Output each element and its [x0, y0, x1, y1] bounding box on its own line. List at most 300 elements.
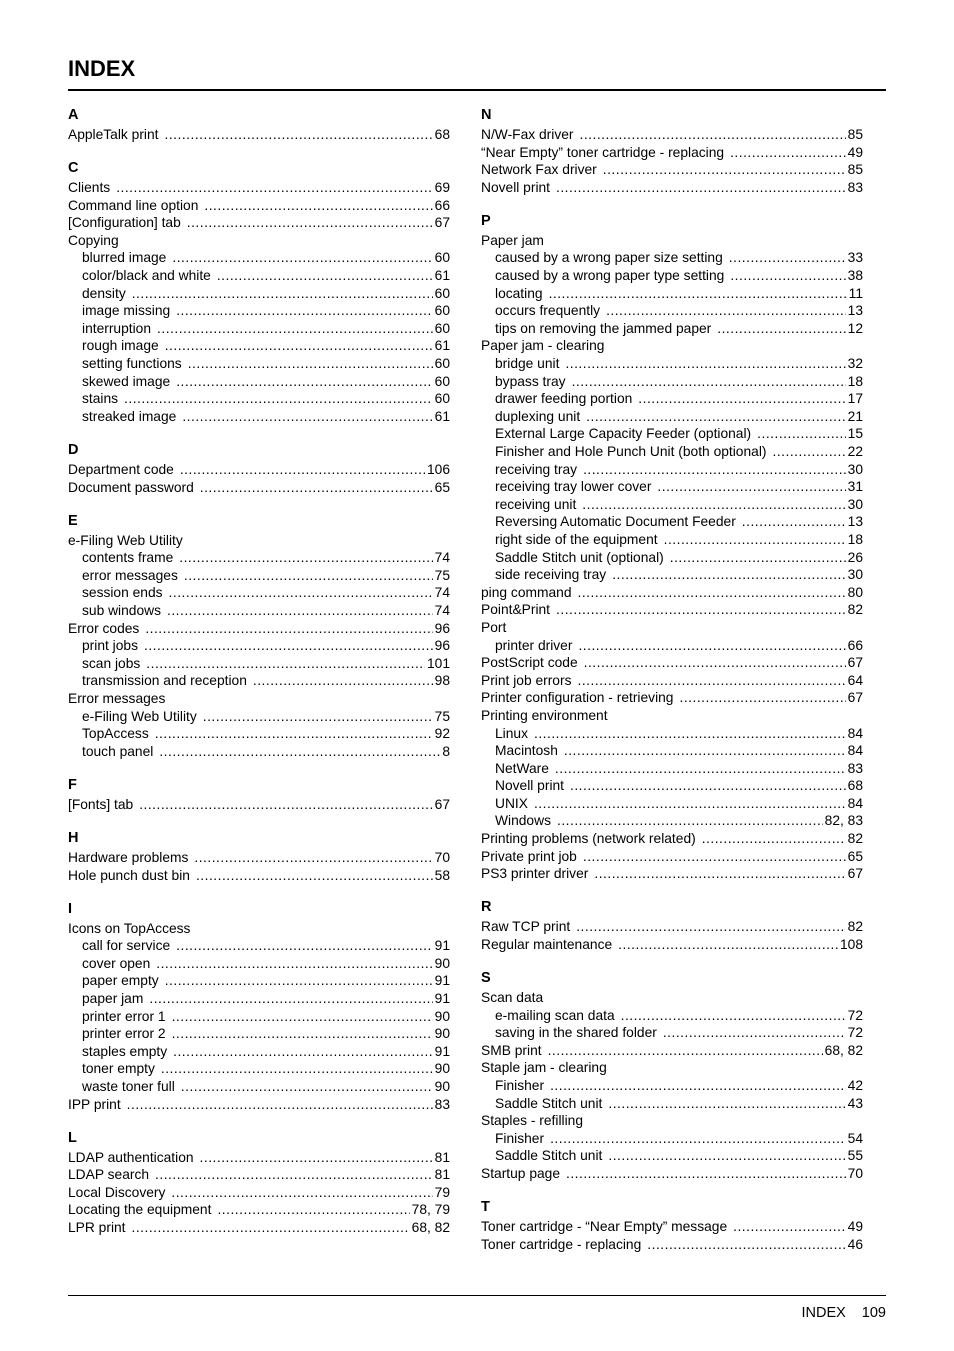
dot-leader	[742, 513, 846, 531]
entry-label: density	[82, 285, 126, 301]
entry-pages[interactable]: 22	[847, 444, 863, 459]
entry-label: cover open	[82, 955, 151, 971]
dot-leader	[155, 1166, 433, 1184]
index-column-right	[481, 104, 863, 1267]
entry-pages[interactable]: 91	[434, 1043, 450, 1059]
index-subentry	[68, 408, 450, 426]
index-entry	[481, 707, 863, 725]
index-subentry	[481, 1095, 863, 1113]
entry-pages[interactable]: 81	[434, 1149, 450, 1165]
entry-pages[interactable]: 68	[847, 778, 863, 794]
dot-leader	[773, 443, 846, 461]
dot-leader	[582, 496, 845, 514]
entry-pages[interactable]: 85	[847, 162, 863, 178]
entry-label: Saddle Stitch unit	[495, 1148, 603, 1164]
index-entry	[68, 1149, 450, 1167]
index-subentry	[68, 337, 450, 355]
entry-label: toner empty	[82, 1061, 155, 1077]
entry-pages[interactable]: 38	[847, 268, 863, 284]
entry-label: e-Filing Web Utility	[68, 532, 183, 548]
entry-label: Icons on TopAccess	[68, 920, 191, 936]
entry-pages[interactable]: 46	[847, 1236, 863, 1252]
entry-pages[interactable]: 74	[434, 550, 450, 566]
dot-leader	[172, 249, 432, 267]
entry-label: stains	[82, 391, 119, 407]
dot-leader	[204, 197, 432, 215]
entry-label: color/black and white	[82, 268, 211, 284]
dot-leader	[188, 355, 433, 373]
entry-label: Reversing Automatic Document Feeder	[495, 514, 736, 530]
entry-pages[interactable]: 75	[434, 567, 450, 583]
entry-pages[interactable]: 64	[847, 672, 863, 688]
entry-label: side receiving tray	[495, 567, 607, 583]
entry-pages[interactable]: 90	[434, 1061, 450, 1077]
entry-pages[interactable]: 30	[847, 496, 863, 512]
entry-pages[interactable]: 82	[847, 831, 863, 847]
entry-label: Private print job	[481, 848, 577, 864]
entry-pages[interactable]: 82	[847, 602, 863, 618]
entry-label: IPP print	[68, 1096, 121, 1112]
section-letter: N	[481, 107, 492, 123]
entry-label: LPR print	[68, 1220, 126, 1235]
section-letter: C	[68, 160, 79, 177]
entry-label: rough image	[82, 338, 159, 354]
entry-pages[interactable]: 15	[847, 426, 863, 442]
dot-leader	[159, 743, 440, 761]
index-entry	[68, 232, 450, 250]
index-subentry	[481, 531, 863, 549]
entry-label: receiving tray lower cover	[495, 479, 652, 495]
entry-pages[interactable]: 81	[434, 1167, 450, 1183]
index-subentry	[481, 549, 863, 567]
entry-label: Printing problems (network related)	[481, 831, 696, 847]
index-subentry	[481, 777, 863, 795]
entry-label: [Fonts] tab	[68, 796, 134, 812]
entry-pages[interactable]: 18	[847, 531, 863, 547]
index-subentry	[481, 760, 863, 778]
dot-leader	[550, 1077, 846, 1095]
entry-pages[interactable]: 26	[847, 549, 863, 565]
entry-pages[interactable]: 108	[839, 936, 863, 952]
entry-pages[interactable]: 70	[847, 1165, 863, 1181]
entry-pages[interactable]: 55	[847, 1148, 863, 1164]
entry-pages[interactable]: 84	[847, 725, 863, 741]
entry-label: Paper jam - clearing	[481, 338, 605, 354]
dot-leader	[144, 637, 433, 655]
entry-pages[interactable]: 8	[442, 743, 450, 759]
entry-pages[interactable]: 72	[847, 1025, 863, 1041]
dot-leader	[733, 1218, 846, 1236]
entry-pages[interactable]: 91	[434, 990, 450, 1006]
entry-label: TopAccess	[82, 726, 149, 742]
entry-label: Document password	[68, 479, 194, 495]
entry-label: e-mailing scan data	[495, 1007, 615, 1023]
entry-pages[interactable]: 69	[434, 180, 450, 196]
entry-pages[interactable]: 91	[434, 938, 450, 954]
dot-leader	[167, 602, 433, 620]
entry-pages[interactable]: 21	[847, 408, 863, 424]
entry-pages[interactable]: 60	[434, 356, 450, 372]
entry-label: contents frame	[82, 550, 174, 566]
dot-leader	[176, 302, 432, 320]
index-entry	[481, 601, 863, 619]
entry-pages[interactable]: 82, 83	[824, 813, 863, 829]
entry-label: paper empty	[82, 973, 159, 989]
entry-label: printer error 1	[82, 1008, 166, 1024]
entry-label: Local Discovery	[68, 1184, 166, 1200]
dot-leader	[203, 708, 433, 726]
entry-pages[interactable]: 32	[847, 356, 863, 372]
index-subentry	[481, 461, 863, 479]
index-section	[481, 104, 863, 196]
index-subentry	[481, 1024, 863, 1042]
dot-leader	[156, 955, 432, 973]
entry-pages[interactable]: 43	[847, 1095, 863, 1111]
entry-pages[interactable]: 61	[434, 408, 450, 424]
entry-label: interruption	[82, 320, 152, 336]
entry-pages[interactable]: 91	[434, 973, 450, 989]
entry-pages[interactable]: 90	[434, 1026, 450, 1042]
entry-pages[interactable]: 12	[847, 320, 863, 336]
entry-label: Saddle Stitch unit (optional)	[495, 549, 664, 565]
dot-leader	[165, 337, 433, 355]
entry-label: caused by a wrong paper size setting	[495, 250, 723, 266]
entry-pages[interactable]: 75	[434, 708, 450, 724]
index-subentry	[481, 513, 863, 531]
entry-pages[interactable]: 67	[847, 655, 863, 671]
dot-leader	[578, 584, 846, 602]
entry-pages[interactable]: 67	[847, 866, 863, 882]
entry-label: Print job errors	[481, 672, 572, 688]
dot-leader	[730, 144, 846, 162]
entry-pages[interactable]: 60	[434, 391, 450, 407]
dot-leader	[730, 267, 845, 285]
entry-pages[interactable]: 13	[847, 514, 863, 530]
index-subentry	[481, 355, 863, 373]
dot-leader	[182, 408, 432, 426]
entry-pages[interactable]: 60	[434, 250, 450, 266]
index-subentry	[68, 390, 450, 408]
index-subentry	[68, 567, 450, 585]
dot-leader	[172, 1025, 433, 1043]
entry-pages[interactable]: 60	[434, 320, 450, 336]
entry-pages[interactable]: 80	[847, 584, 863, 600]
index-subentry	[481, 566, 863, 584]
dot-leader	[132, 1219, 410, 1237]
entry-pages[interactable]: 101	[426, 655, 450, 671]
dot-leader	[176, 937, 432, 955]
entry-pages[interactable]: 33	[847, 250, 863, 266]
dot-leader	[586, 408, 845, 426]
section-letter: H	[68, 829, 79, 846]
entry-label: duplexing unit	[495, 408, 581, 424]
entry-label: sub windows	[82, 602, 161, 618]
entry-pages[interactable]: 65	[434, 479, 450, 495]
index-subentry	[68, 373, 450, 391]
section-letter: S	[481, 970, 491, 987]
index-section	[68, 439, 450, 496]
dot-leader	[702, 830, 846, 848]
index-subentry	[68, 955, 450, 973]
index-entry	[68, 126, 450, 144]
dot-leader	[132, 285, 433, 303]
entry-pages[interactable]: 66	[434, 197, 450, 213]
dot-leader	[570, 777, 846, 795]
index-entry	[68, 532, 450, 550]
dot-leader	[534, 725, 846, 743]
entry-pages[interactable]: 74	[434, 602, 450, 618]
index-subentry	[481, 742, 863, 760]
entry-pages[interactable]: 31	[847, 479, 863, 495]
entry-label: streaked image	[82, 408, 177, 424]
entry-pages[interactable]: 49	[847, 144, 863, 160]
entry-pages[interactable]: 74	[434, 585, 450, 601]
entry-label: Copying	[68, 232, 119, 248]
index-subentry	[481, 1077, 863, 1095]
entry-label: Raw TCP print	[481, 919, 571, 935]
dot-leader	[181, 1078, 433, 1096]
entry-label: “Near Empty” toner cartridge - replacing	[481, 144, 725, 160]
entry-label: touch panel	[82, 743, 154, 759]
index-subentry	[68, 1008, 450, 1026]
index-section	[68, 104, 450, 144]
entry-pages[interactable]: 72	[847, 1007, 863, 1023]
dot-leader	[171, 1184, 432, 1202]
dot-leader	[564, 742, 846, 760]
entry-label: SMB print	[481, 1042, 542, 1058]
dot-leader	[583, 461, 846, 479]
entry-label: Hole punch dust bin	[68, 867, 190, 883]
dot-leader	[555, 760, 846, 778]
entry-pages[interactable]: 90	[434, 1008, 450, 1024]
index-entry	[481, 126, 863, 144]
dot-leader	[578, 637, 845, 655]
entry-pages[interactable]: 83	[847, 760, 863, 776]
dot-leader	[580, 126, 846, 144]
index-section	[68, 827, 450, 884]
index-entry	[481, 989, 863, 1007]
dot-leader	[556, 179, 846, 197]
dot-leader	[184, 567, 433, 585]
entry-pages[interactable]: 78, 79	[411, 1202, 450, 1218]
entry-pages[interactable]: 11	[848, 285, 863, 301]
entry-pages[interactable]: 61	[434, 268, 450, 284]
index-column-left	[68, 104, 450, 1250]
dot-leader	[603, 161, 846, 179]
index-entry	[481, 619, 863, 637]
index-entry	[68, 920, 450, 938]
entry-pages[interactable]: 90	[434, 955, 450, 971]
entry-label: LDAP authentication	[68, 1149, 194, 1165]
entry-pages[interactable]: 98	[434, 673, 450, 689]
dot-leader	[165, 126, 433, 144]
dot-leader	[149, 990, 432, 1008]
index-section	[481, 967, 863, 1183]
section-letter: A	[68, 107, 79, 123]
entry-label: e-Filing Web Utility	[82, 708, 197, 724]
dot-leader	[618, 936, 838, 954]
entry-label: [Configuration] tab	[68, 215, 181, 231]
dot-leader	[556, 601, 846, 619]
entry-label: LDAP search	[68, 1167, 150, 1183]
index-entry	[481, 830, 863, 848]
entry-pages[interactable]: 83	[434, 1096, 450, 1112]
index-subentry	[68, 1043, 450, 1061]
entry-label: bridge unit	[495, 356, 560, 372]
header-rule	[68, 89, 886, 91]
entry-label: Command line option	[68, 197, 199, 213]
index-subentry	[481, 1007, 863, 1025]
dot-leader	[124, 390, 433, 408]
entry-pages[interactable]: 65	[847, 848, 863, 864]
dot-leader	[127, 1096, 433, 1114]
dot-leader	[657, 478, 845, 496]
dot-leader	[594, 865, 845, 883]
entry-pages[interactable]: 30	[847, 461, 863, 477]
entry-pages[interactable]: 84	[847, 795, 863, 811]
index-entry	[481, 689, 863, 707]
dot-leader	[670, 549, 846, 567]
index-subentry	[481, 390, 863, 408]
entry-pages[interactable]: 30	[847, 567, 863, 583]
index-subentry	[68, 708, 450, 726]
entry-pages[interactable]: 79	[434, 1184, 450, 1200]
entry-pages[interactable]: 67	[434, 215, 450, 231]
entry-label: skewed image	[82, 373, 171, 389]
index-entry	[68, 1201, 450, 1219]
entry-label: error messages	[82, 567, 178, 583]
entry-pages[interactable]: 96	[434, 638, 450, 654]
entry-label: Port	[481, 619, 507, 635]
index-subentry	[68, 249, 450, 267]
entry-pages[interactable]: 18	[847, 373, 863, 389]
entry-pages[interactable]: 17	[847, 391, 863, 407]
dot-leader	[663, 1024, 846, 1042]
dot-leader	[548, 1042, 823, 1060]
entry-pages[interactable]: 58	[434, 867, 450, 883]
entry-pages[interactable]: 82	[847, 919, 863, 935]
dot-leader	[116, 179, 432, 197]
entry-label: Finisher and Hole Punch Unit (both optional)	[495, 444, 767, 459]
dot-leader	[145, 620, 432, 638]
section-letter: T	[481, 1199, 490, 1216]
entry-label: Novell print	[495, 778, 565, 794]
index-entry	[68, 1096, 450, 1114]
entry-pages[interactable]: 106	[426, 461, 450, 477]
dot-leader	[576, 918, 845, 936]
index-entry	[481, 654, 863, 672]
entry-pages[interactable]: 61	[434, 338, 450, 354]
entry-pages[interactable]: 68, 82	[824, 1042, 863, 1058]
index-entry	[68, 690, 450, 708]
entry-label: Finisher	[495, 1130, 545, 1146]
entry-pages[interactable]: 54	[847, 1130, 863, 1146]
index-subentry	[481, 795, 863, 813]
entry-pages[interactable]: 42	[847, 1078, 863, 1093]
index-subentry	[68, 267, 450, 285]
index-subentry	[68, 1025, 450, 1043]
entry-label: print jobs	[82, 638, 138, 654]
page-footer	[801, 1305, 886, 1321]
index-subentry	[481, 302, 863, 320]
entry-label: caused by a wrong paper type setting	[495, 268, 725, 284]
entry-label: tips on removing the jammed paper	[495, 320, 712, 336]
entry-pages[interactable]: 67	[847, 690, 863, 706]
index-subentry	[481, 725, 863, 743]
entry-pages[interactable]: 84	[847, 743, 863, 759]
index-entry	[68, 796, 450, 814]
entry-pages[interactable]: 90	[434, 1078, 450, 1094]
entry-label: Regular maintenance	[481, 936, 613, 952]
entry-pages[interactable]: 96	[434, 620, 450, 636]
dot-leader	[180, 461, 425, 479]
index-subentry	[68, 937, 450, 955]
section-letter: L	[68, 1129, 77, 1146]
dot-leader	[729, 249, 846, 267]
index-subentry	[68, 549, 450, 567]
entry-label: Finisher	[495, 1078, 545, 1093]
entry-label: receiving unit	[495, 496, 577, 512]
dot-leader	[139, 796, 432, 814]
entry-pages[interactable]: 67	[434, 796, 450, 812]
index-section	[68, 898, 450, 1114]
index-entry	[481, 1059, 863, 1077]
entry-label: Scan data	[481, 990, 544, 1006]
entry-pages[interactable]: 49	[847, 1219, 863, 1235]
dot-leader	[196, 867, 433, 885]
section-letter: D	[68, 441, 79, 458]
entry-pages[interactable]: 60	[434, 373, 450, 389]
dot-leader	[606, 302, 846, 320]
entry-pages[interactable]: 60	[434, 285, 450, 301]
entry-pages[interactable]: 68, 82	[411, 1220, 450, 1235]
entry-pages[interactable]: 70	[434, 849, 450, 865]
entry-pages[interactable]: 68	[434, 127, 450, 142]
index-entry	[481, 918, 863, 936]
entry-label: Error messages	[68, 690, 166, 706]
index-entry	[481, 161, 863, 179]
index-entry	[68, 1219, 450, 1237]
entry-label: External Large Capacity Feeder (optional)	[495, 426, 752, 442]
entry-pages[interactable]: 66	[847, 637, 863, 653]
dot-leader	[679, 689, 845, 707]
index-subentry	[481, 478, 863, 496]
index-section	[481, 210, 863, 883]
index-entry	[481, 232, 863, 250]
entry-label: right side of the equipment	[495, 531, 658, 547]
entry-label: printer error 2	[82, 1026, 166, 1042]
dot-leader	[572, 373, 846, 391]
entry-pages[interactable]: 85	[847, 127, 863, 142]
entry-pages[interactable]: 13	[847, 303, 863, 319]
dot-leader	[612, 566, 845, 584]
entry-pages[interactable]: 83	[847, 179, 863, 195]
index-entry	[481, 337, 863, 355]
entry-label: receiving tray	[495, 461, 578, 477]
entry-label: image missing	[82, 303, 171, 319]
entry-label: occurs frequently	[495, 303, 601, 319]
dot-leader	[165, 972, 433, 990]
entry-pages[interactable]: 60	[434, 303, 450, 319]
entry-pages[interactable]: 92	[434, 726, 450, 742]
index-entry	[481, 144, 863, 162]
dot-leader	[172, 1008, 433, 1026]
dot-leader	[608, 1095, 845, 1113]
footer-rule	[68, 1295, 886, 1296]
dot-leader	[169, 584, 433, 602]
dot-leader	[566, 1165, 846, 1183]
dot-leader	[146, 655, 425, 673]
